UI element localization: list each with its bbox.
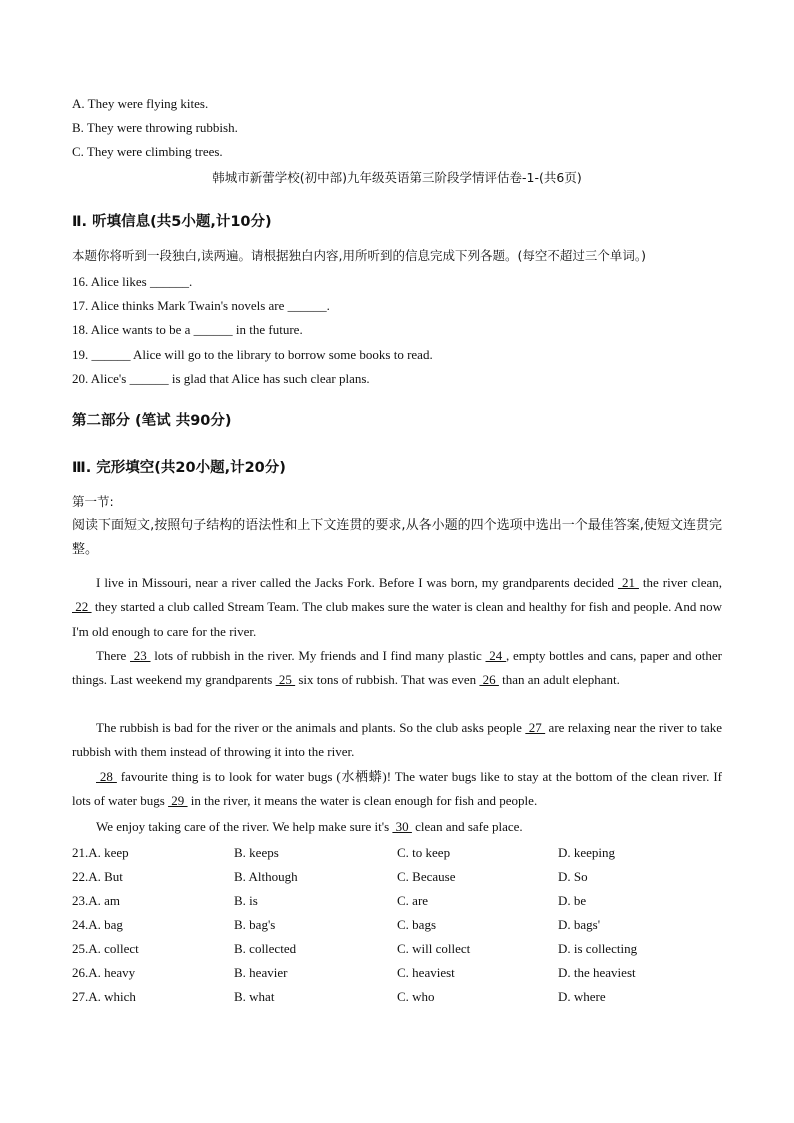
blank-25: 25 <box>275 672 296 688</box>
option-c: C. Because <box>397 869 456 884</box>
options-row-27 <box>72 989 732 1005</box>
option-b: B. bag's <box>234 917 276 932</box>
passage-text: I live in Missouri, near a river called the Jacks Fork. Before I was born, my grandparents decided <box>96 575 618 590</box>
question-16: 16. Alice likes ______. <box>72 274 193 289</box>
option-b: B. Although <box>234 869 298 884</box>
passage-text: The rubbish is bad for the river or the animals and plants. So the club asks people <box>96 720 526 735</box>
blank-22: 22 <box>72 599 92 615</box>
options-row-22 <box>72 869 732 885</box>
option-d: D. is collecting <box>558 941 638 956</box>
question-18: 18. Alice wants to be a ______ in the future. <box>72 322 303 337</box>
option-a: 22.A. But <box>72 869 123 884</box>
passage-text: than an adult elephant. <box>498 672 620 688</box>
option-d: D. So <box>558 869 588 884</box>
passage-text: in the river, it means the water is clean enough for fish and people. <box>187 793 538 809</box>
listening-option-c: C. They were climbing trees. <box>72 144 223 159</box>
option-c: C. will collect <box>397 941 471 956</box>
question-17: 17. Alice thinks Mark Twain's novels are ______. <box>72 298 330 313</box>
option-a: 23.A. am <box>72 893 121 908</box>
section3-heading: Ⅲ. 完形填空(共20小题,计20分) <box>72 460 286 476</box>
passage-text: lots of rubbish in the river. My friends and I find many plastic <box>150 648 486 663</box>
passage-text: six tons of rubbish. That was even <box>295 672 480 688</box>
passage-text: they started a club called Stream Team. The club makes sure the water is clean and healthy for fish and people. And now I'm old enough to care for the river. <box>72 599 722 639</box>
options-row-23 <box>72 893 732 909</box>
blank-24: 24 <box>485 648 506 663</box>
question-20: 20. Alice's ______ is glad that Alice has such clear plans. <box>72 371 370 386</box>
option-b: B. is <box>234 893 258 908</box>
section3-subheading: 第一节: <box>72 494 114 509</box>
option-c: C. to keep <box>397 845 451 860</box>
options-row-25 <box>72 941 732 957</box>
option-b: B. collected <box>234 941 297 956</box>
question-19: 19. ______ Alice will go to the library to borrow some books to read. <box>72 347 433 362</box>
blank-21: 21 <box>617 575 639 590</box>
cloze-paragraph-1 <box>72 571 722 644</box>
option-a: 24.A. bag <box>72 917 123 932</box>
option-d: D. keeping <box>558 845 616 860</box>
option-b: B. what <box>234 989 275 1004</box>
option-d: D. where <box>558 989 606 1004</box>
option-a: 27.A. which <box>72 989 136 1004</box>
blank-26: 26 <box>479 672 499 688</box>
passage-text: There <box>96 648 131 663</box>
cloze-paragraph-5 <box>72 815 722 839</box>
page-footer-title: 韩城市新蕾学校(初中部)九年级英语第三阶段学情评估卷-1-(共6页) <box>212 170 582 185</box>
option-a: 26.A. heavy <box>72 965 136 980</box>
passage-text: favourite thing is to look for water bugs (水栖蟒)! The water bugs like to stay at the bottom of the clean river. If lots of water bugs <box>72 769 723 809</box>
blank-29: 29 <box>168 793 188 809</box>
option-c: C. bags <box>397 917 436 932</box>
passage-text: are relaxing near the river to take rubbish with them instead of throwing it into the river. <box>72 720 722 760</box>
cloze-paragraph-3 <box>72 716 722 765</box>
listening-option-a: A. They were flying kites. <box>72 96 209 111</box>
option-d: D. bags' <box>558 917 601 932</box>
passage-text: We enjoy taking care of the river. We help make sure it's <box>96 819 393 834</box>
section2-instruction: 本题你将听到一段独白,读两遍。请根据独白内容,用所听到的信息完成下列各题。(每空不超过三个单词。) <box>72 248 646 263</box>
blank-28: 28 <box>96 769 117 784</box>
blank-27: 27 <box>525 720 546 735</box>
passage-text: the river clean, <box>638 575 722 590</box>
passage-text: , empty bottles and cans, paper and other things. Last weekend my grandparents <box>72 648 722 688</box>
section2-heading: Ⅱ. 听填信息(共5小题,计10分) <box>72 214 272 230</box>
cloze-paragraph-4 <box>72 765 722 814</box>
section3-instruction: 阅读下面短文,按照句子结构的语法性和上下文连贯的要求,从各小题的四个选项中选出一个最佳答案,使短文连贯完整。 <box>72 518 722 557</box>
option-d: D. the heaviest <box>558 965 636 980</box>
part2-heading: 第二部分 (笔试 共90分) <box>72 413 232 429</box>
listening-option-b: B. They were throwing rubbish. <box>72 120 238 135</box>
option-c: C. who <box>397 989 435 1004</box>
option-a: 21.A. keep <box>72 845 129 860</box>
options-row-24 <box>72 917 732 933</box>
blank-30: 30 <box>392 819 412 834</box>
blank-23: 23 <box>130 648 151 663</box>
option-c: C. heaviest <box>397 965 455 980</box>
options-row-26 <box>72 965 732 981</box>
option-c: C. are <box>397 893 429 908</box>
option-d: D. be <box>558 893 587 908</box>
option-a: 25.A. collect <box>72 941 139 956</box>
option-b: B. heavier <box>234 965 288 980</box>
option-b: B. keeps <box>234 845 279 860</box>
options-row-21 <box>72 845 732 861</box>
passage-text: clean and safe place. <box>411 819 523 834</box>
cloze-paragraph-2 <box>72 644 722 693</box>
